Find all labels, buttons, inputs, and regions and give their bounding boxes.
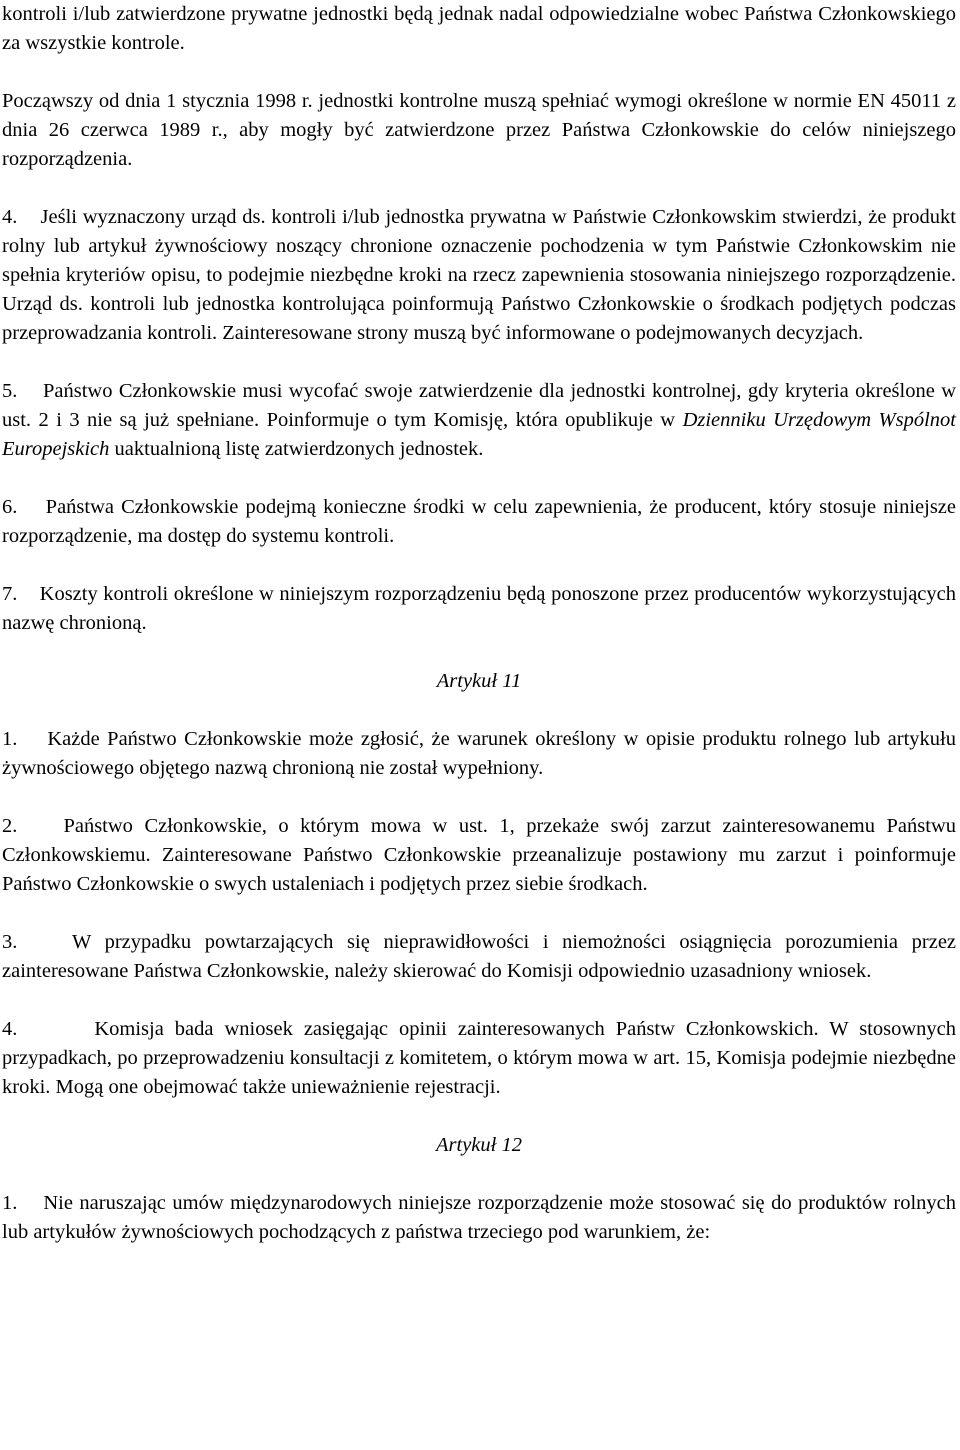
paragraph-number: 6. <box>2 496 18 518</box>
paragraph-text: Jeśli wyznaczony urząd ds. kontroli i/lub jednostka prywatna w Państwie Członkowskim stwierdzi, że produkt rolny lub artykuł żywnościowy noszący chronione oznaczenie pochodzenia w tym Państwie Członkowskim nie spełnia kryteriów opisu, to podejmie niezbędne kroki na rzecz zapewnienia stosowania niniejszego rozporządzenie. Urząd ds. kontroli lub jednostka kontrolująca poinformują Państwo Członkowskie o środkach podjętych podczas przeprowadzania kontroli. Zainteresowane strony muszą być informowane o podejmowanych decyzjach. <box>2 206 957 344</box>
paragraph-number: 3. <box>2 931 18 953</box>
paragraph-number: 5. <box>2 380 18 402</box>
paragraph-continuation: kontroli i/lub zatwierdzone prywatne jednostki będą jednak nadal odpowiedzialne wobec Państwa Członkowskiego za wszystkie kontrole. <box>2 3 956 54</box>
paragraph-text-end: uaktualnioną listę zatwierdzonych jednostek. <box>109 438 484 460</box>
paragraph-5 <box>2 377 956 464</box>
article-12-paragraph-1 <box>2 1189 956 1247</box>
paragraph-7 <box>2 580 956 638</box>
article-11-paragraph-2 <box>2 812 956 899</box>
paragraph-text: Komisja bada wniosek zasięgając opinii zainteresowanych Państw Członkowskich. W stosownych przypadkach, po przeprowadzeniu konsultacji z komitetem, o którym mowa w art. 15, Komisja podejmie niezbędne kroki. Mogą one obejmować także unieważnienie rejestracji. <box>2 1018 956 1098</box>
paragraph-number: 4. <box>2 1018 18 1040</box>
paragraph-text: Każde Państwo Członkowskie może zgłosić, że warunek określony w opisie produktu rolnego lub artykułu żywnościowego objętego nazwą chronioną nie został wypełniony. <box>2 728 956 779</box>
paragraph-6 <box>2 493 956 551</box>
paragraph-number: 1. <box>2 728 18 750</box>
article-11-paragraph-3 <box>2 928 956 986</box>
paragraph-text: Państwo Członkowskie musi wycofać swoje zatwierdzenie dla jednostki kontrolnej, gdy kryteria określone w ust. 2 i 3 nie są już spełniane. Poinformuje o tym Komisję, która opublikuje w <box>2 380 957 431</box>
paragraph-en45011: Począwszy od dnia 1 stycznia 1998 r. jednostki kontrolne muszą spełniać wymogi określone w normie EN 45011 z dnia 26 czerwca 1989 r., aby mogły być zatwierdzone przez Państwa Członkowskie do celów niniejszego rozporządzenia. <box>2 90 956 170</box>
journal-title: Dzienniku Urzędowym Wspólnot Europejskich <box>2 409 956 460</box>
paragraph-text: Nie naruszając umów międzynarodowych niniejsze rozporządzenie może stosować się do produktów rolnych lub artykułów żywnościowych pochodzących z państwa trzeciego pod warunkiem, że: <box>2 1192 956 1243</box>
article-11-paragraph-4 <box>2 1015 956 1102</box>
paragraph-number: 2. <box>2 815 18 837</box>
paragraph-text: W przypadku powtarzających się nieprawidłowości i niemożności osiągnięcia porozumienia przez zainteresowane Państwa Członkowskie, należy skierować do Komisji odpowiednio uzasadniony wniosek. <box>2 931 957 982</box>
article-11-heading: Artykuł 11 <box>436 670 522 692</box>
article-12-heading: Artykuł 12 <box>436 1134 522 1156</box>
paragraph-text: Państwa Członkowskie podejmą konieczne środki w celu zapewnienia, że producent, który stosuje niniejsze rozporządzenie, ma dostęp do systemu kontroli. <box>2 496 956 547</box>
paragraph-number: 7. <box>2 583 18 605</box>
paragraph-text: Koszty kontroli określone w niniejszym rozporządzeniu będą ponoszone przez producentów wykorzystujących nazwę chronioną. <box>2 583 956 634</box>
paragraph-text: Państwo Członkowskie, o którym mowa w ust. 1, przekaże swój zarzut zainteresowanemu Państwu Członkowskiemu. Zainteresowane Państwo Członkowskie przeanalizuje postawiony mu zarzut i poinformuje Państwo Członkowskie o swych ustaleniach i podjętych przez siebie środkach. <box>2 815 957 895</box>
paragraph-number: 4. <box>2 206 18 228</box>
article-11-paragraph-1 <box>2 725 956 783</box>
paragraph-4 <box>2 203 956 348</box>
paragraph-number: 1. <box>2 1192 18 1214</box>
